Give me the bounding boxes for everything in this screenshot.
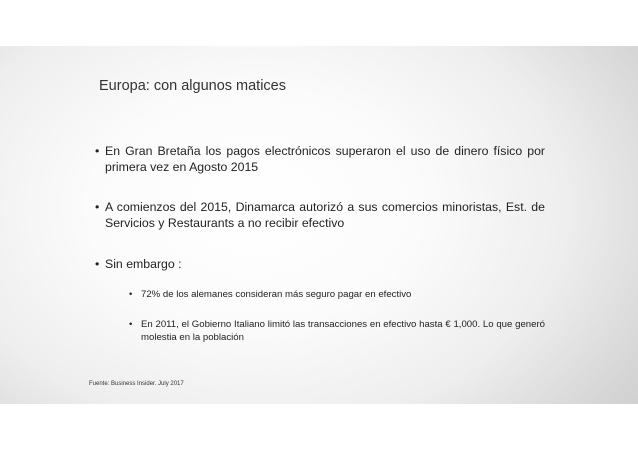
bullet-text: Sin embargo : — [105, 257, 182, 271]
source-footnote: Fuente: Business Insider. July 2017 — [89, 381, 184, 387]
sub-bullet-marker: • — [129, 289, 133, 300]
slide — [0, 46, 638, 404]
sub-bullet-item — [129, 288, 545, 301]
bullet-text: En Gran Bretaña los pagos electrónicos superaron el uso de dinero físico por primera vez en Agosto 2015 — [105, 144, 545, 174]
slide-title: Europa: con algunos matices — [99, 78, 286, 94]
sub-bullet-item — [129, 318, 545, 344]
bullet-marker: • — [95, 144, 100, 158]
bullet-marker: • — [95, 257, 100, 271]
bullet-item — [95, 199, 545, 231]
sub-bullet-marker: • — [129, 319, 133, 330]
bullet-marker: • — [95, 200, 100, 214]
bullet-item — [95, 256, 545, 272]
sub-bullet-text: En 2011, el Gobierno Italiano limitó las transacciones en efectivo hasta € 1,000. Lo que generó molestia en la población — [141, 319, 545, 343]
bullet-item — [95, 143, 545, 175]
sub-bullet-text: 72% de los alemanes consideran más seguro pagar en efectivo — [141, 289, 412, 300]
bullet-text: A comienzos del 2015, Dinamarca autorizó a sus comercios minoristas, Est. de Servicios y Restaurants a no recibir efectivo — [105, 200, 545, 230]
